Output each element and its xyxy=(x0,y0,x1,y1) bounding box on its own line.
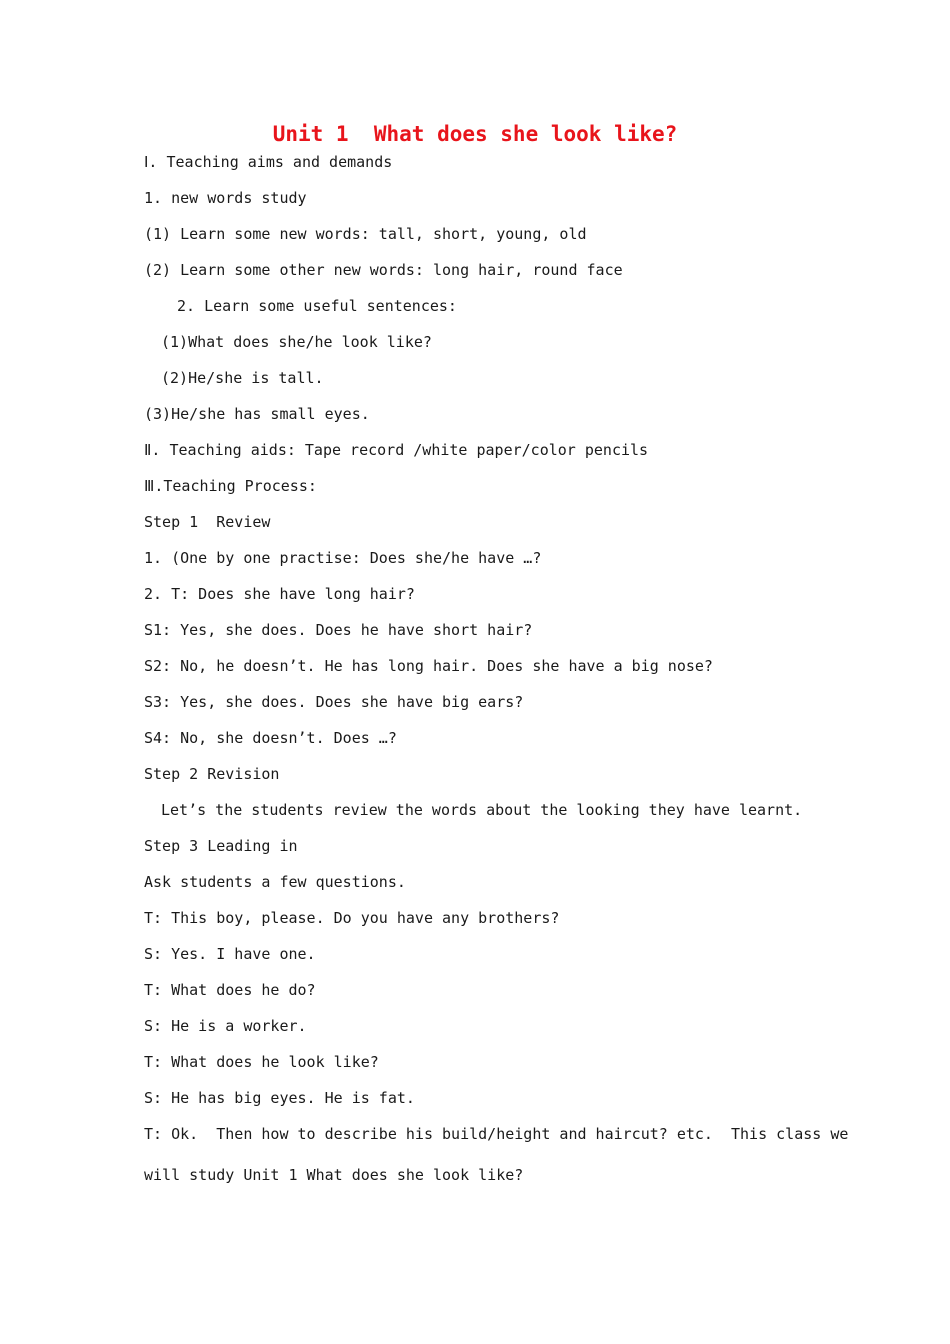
list-item: (1) Learn some new words: tall, short, young, old xyxy=(144,225,587,243)
dialogue-line: T: What does he look like? xyxy=(144,1053,379,1071)
list-item: (3)He/she has small eyes. xyxy=(144,405,370,423)
section-heading-aims: Ⅰ. Teaching aims and demands xyxy=(144,153,393,171)
step-heading: Step 2 Revision xyxy=(144,765,280,783)
page-title: Unit 1 What does she look like? xyxy=(272,122,678,146)
list-item: 2. Learn some useful sentences: xyxy=(177,297,457,315)
dialogue-line: S4: No, she doesn’t. Does …? xyxy=(144,729,397,747)
section-heading-aids: Ⅱ. Teaching aids: Tape record /white paper/color pencils xyxy=(144,441,649,459)
list-item: 1. new words study xyxy=(144,189,307,207)
paragraph: Let’s the students review the words about the looking they have learnt. xyxy=(161,801,803,819)
list-item: 1. (One by one practise: Does she/he have …? xyxy=(144,549,542,567)
dialogue-line: S3: Yes, she does. Does she have big ears? xyxy=(144,693,524,711)
step-heading: Step 1 Review xyxy=(144,513,271,531)
dialogue-line-continued: will study Unit 1 What does she look like? xyxy=(144,1166,524,1184)
dialogue-line: T: What does he do? xyxy=(144,981,316,999)
dialogue-line: T: Ok. Then how to describe his build/height and haircut? etc. This class we xyxy=(144,1125,849,1143)
list-item: (1)What does she/he look like? xyxy=(161,333,432,351)
dialogue-line: T: This boy, please. Do you have any brothers? xyxy=(144,909,560,927)
section-heading-process: Ⅲ.Teaching Process: xyxy=(144,477,317,495)
paragraph: Ask students a few questions. xyxy=(144,873,406,891)
dialogue-line: S2: No, he doesn’t. He has long hair. Does she have a big nose? xyxy=(144,657,713,675)
dialogue-line: S: Yes. I have one. xyxy=(144,945,316,963)
list-item: (2) Learn some other new words: long hair, round face xyxy=(144,261,623,279)
dialogue-line: S: He is a worker. xyxy=(144,1017,307,1035)
list-item: 2. T: Does she have long hair? xyxy=(144,585,415,603)
list-item: (2)He/she is tall. xyxy=(161,369,324,387)
dialogue-line: S: He has big eyes. He is fat. xyxy=(144,1089,415,1107)
dialogue-line: S1: Yes, she does. Does he have short hair? xyxy=(144,621,533,639)
step-heading: Step 3 Leading in xyxy=(144,837,298,855)
